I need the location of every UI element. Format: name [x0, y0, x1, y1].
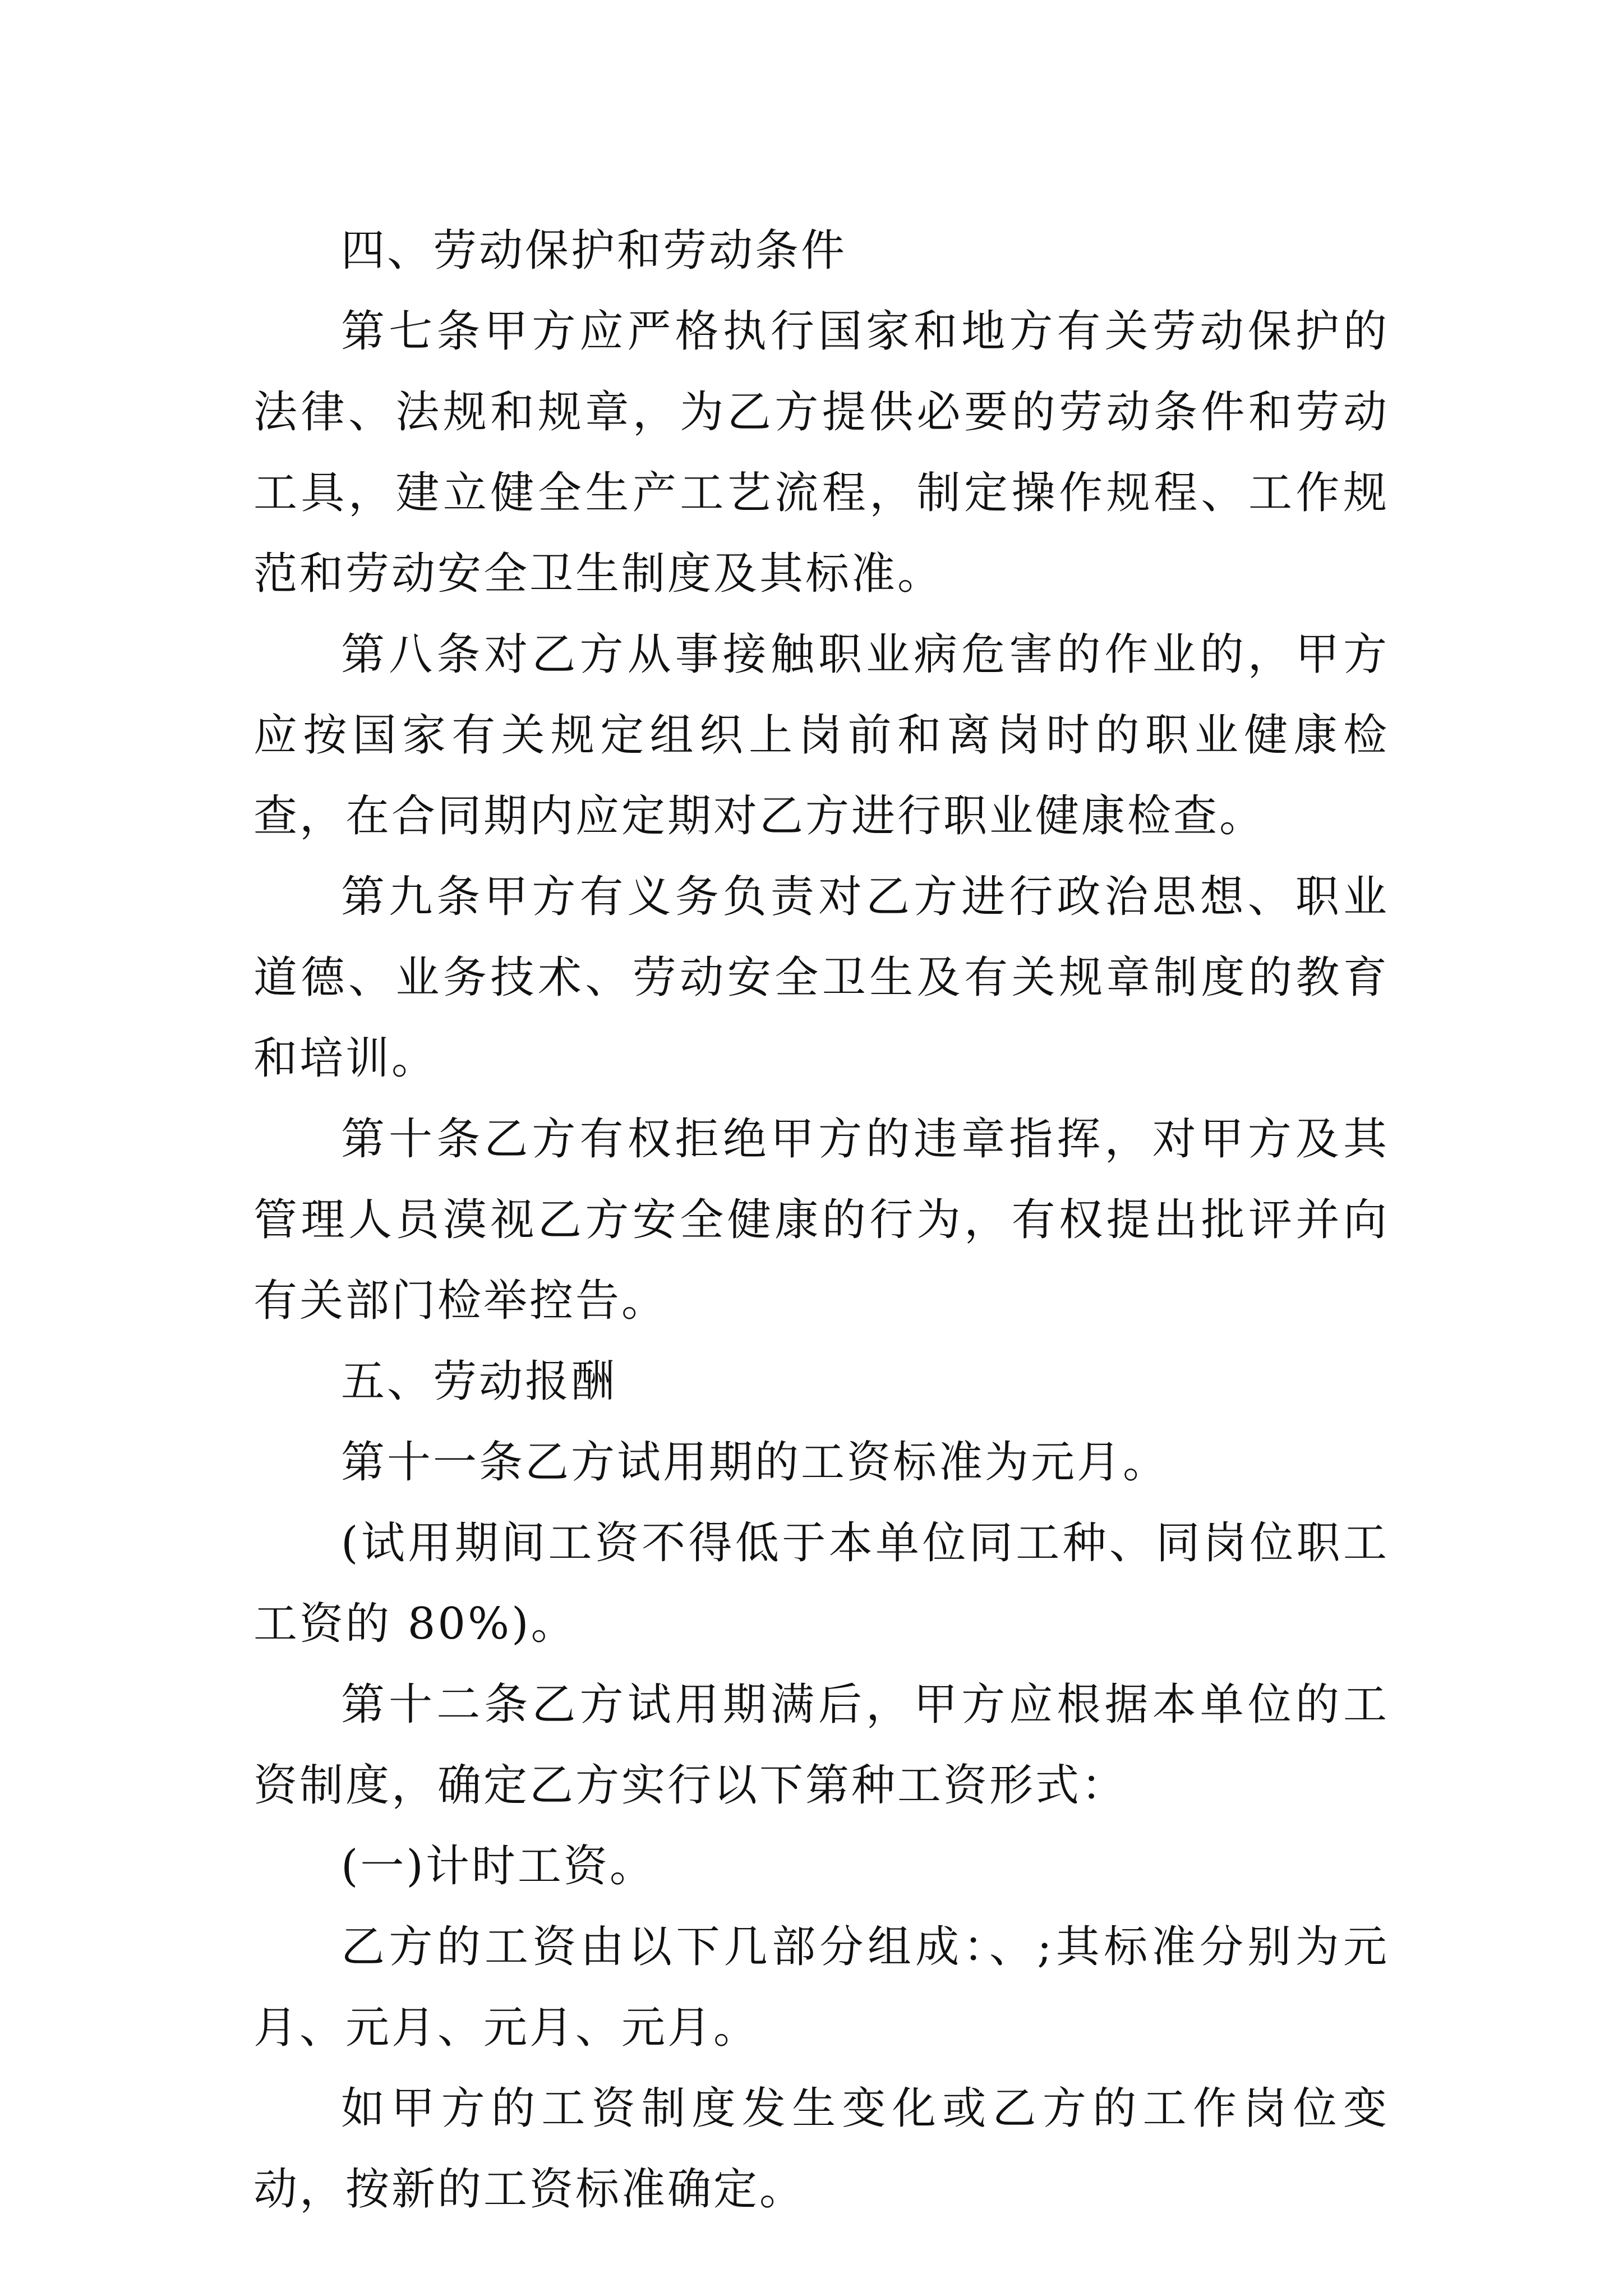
- article-11-note: (试用期间工资不得低于本单位同工种、同岗位职工工资的 80%)。: [253, 1518, 1389, 1649]
- article-11: 第十一条乙方试用期的工资标准为元月。: [341, 1437, 1169, 1488]
- article-12: 第十二条乙方试用期满后，甲方应根据本单位的工资制度，确定乙方实行以下第种工资形式：: [253, 1680, 1389, 1811]
- section-heading-remuneration: 五、劳动报酬: [341, 1356, 617, 1407]
- section-heading-labor-protection: 四、劳动保护和劳动条件: [341, 226, 847, 276]
- wage-form-timed: (一)计时工资。: [341, 1841, 656, 1892]
- document-body: [253, 210, 1389, 2230]
- wage-change-clause: 如甲方的工资制度发生变化或乙方的工作岗位变动，按新的工资标准确定。: [253, 2083, 1389, 2215]
- article-10: 第十条乙方有权拒绝甲方的违章指挥，对甲方及其管理人员漠视乙方安全健康的行为，有权提出批评并向有关部门检举控告。: [253, 1114, 1389, 1326]
- wage-composition: 乙方的工资由以下几部分组成：、;其标准分别为元月、元月、元月、元月。: [253, 1922, 1389, 2053]
- article-8: 第八条对乙方从事接触职业病危害的作业的，甲方应按国家有关规定组织上岗前和离岗时的职业健康检查，在合同期内应定期对乙方进行职业健康检查。: [253, 629, 1389, 841]
- article-7: 第七条甲方应严格执行国家和地方有关劳动保护的法律、法规和规章，为乙方提供必要的劳动条件和劳动工具，建立健全生产工艺流程，制定操作规程、工作规范和劳动安全卫生制度及其标准。: [253, 306, 1389, 599]
- article-9: 第九条甲方有义务负责对乙方进行政治思想、职业道德、业务技术、劳动安全卫生及有关规章制度的教育和培训。: [253, 872, 1389, 1084]
